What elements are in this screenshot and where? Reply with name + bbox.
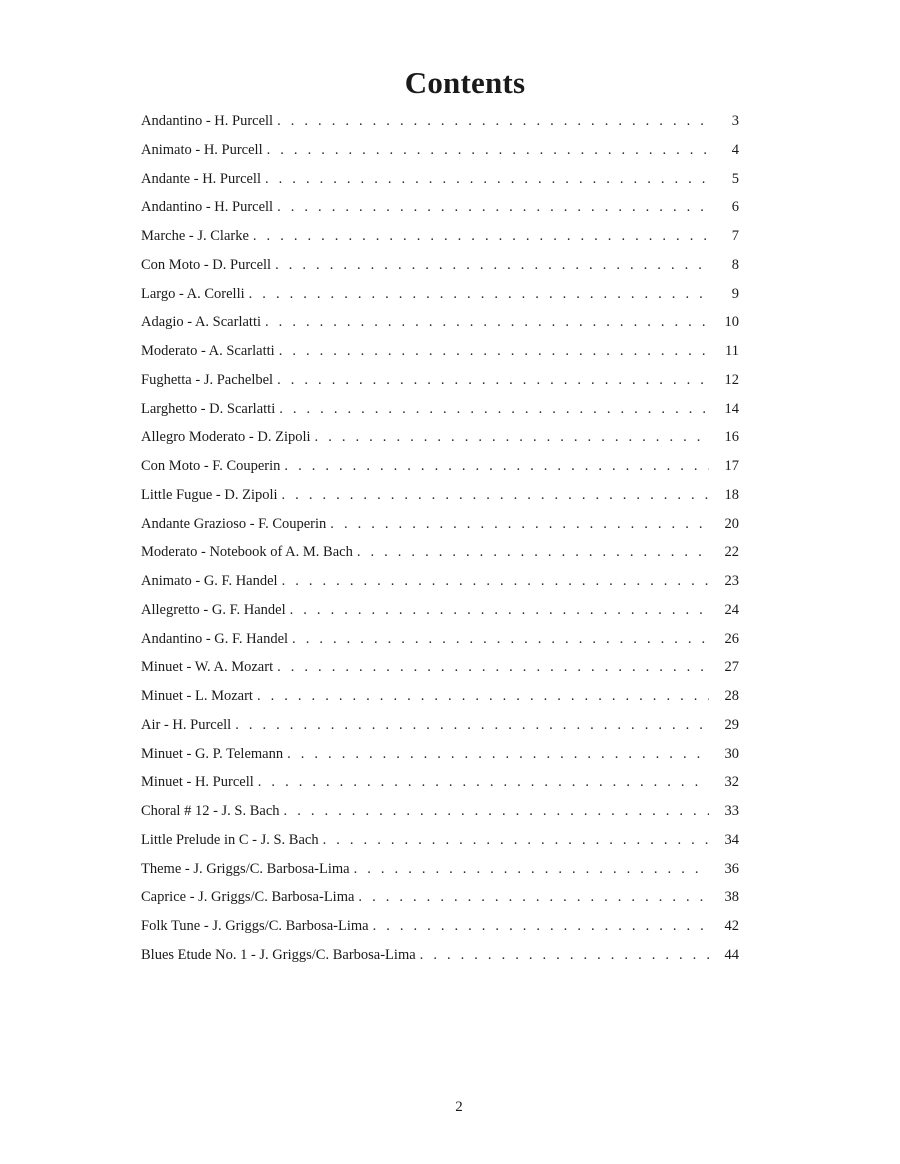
toc-entry-title: Minuet - G. P. Telemann (141, 745, 284, 762)
dot-leader (292, 625, 709, 654)
toc-entry-title: Blues Etude No. 1 - J. Griggs/C. Barbosa-Lima (141, 946, 416, 963)
toc-entry (141, 165, 739, 194)
toc-entry-title: Adagio - A. Scarlatti (141, 314, 262, 331)
toc-entry-title: Air - H. Purcell (141, 716, 232, 733)
toc-entry-page: 6 (731, 199, 739, 216)
toc-entry (141, 797, 739, 826)
toc-entry (141, 280, 739, 309)
toc-entry (141, 510, 739, 539)
toc-entry-title: Little Fugue - D. Zipoli (141, 486, 278, 503)
toc-entry-title: Allegretto - G. F. Handel (141, 601, 286, 618)
page-number: 2 (455, 1099, 463, 1115)
toc-entry-page: 24 (724, 601, 739, 618)
toc-entry-title: Choral # 12 - J. S. Bach (141, 803, 280, 819)
dot-leader (323, 826, 709, 855)
toc-entry-page: 4 (731, 141, 739, 158)
toc-entry-title: Fughetta - J. Pachelbel (141, 371, 274, 388)
toc-entry-page: 26 (724, 630, 739, 647)
toc-entry-page: 5 (731, 170, 739, 187)
toc-entry-page: 11 (725, 343, 739, 359)
dot-leader (357, 538, 709, 567)
toc-entry-title: Largo - A. Corelli (141, 285, 245, 302)
toc-entry-page: 12 (724, 371, 739, 388)
toc-entry-title: Andante - H. Purcell (141, 170, 261, 187)
toc-entry (141, 395, 739, 424)
toc-entry (141, 826, 739, 855)
toc-entry-page: 10 (724, 314, 739, 331)
page-title: Contents (404, 64, 526, 100)
dot-leader (253, 222, 709, 251)
toc-entry (141, 768, 739, 797)
toc-entry-title: Minuet - H. Purcell (141, 774, 254, 791)
dot-leader (277, 366, 709, 395)
toc-entry-title: Theme - J. Griggs/C. Barbosa-Lima (141, 860, 350, 877)
dot-leader (258, 768, 709, 797)
dot-leader (249, 280, 709, 309)
toc-entry (141, 251, 739, 280)
toc-entry-title: Larghetto - D. Scarlatti (141, 400, 276, 417)
toc-entry (141, 337, 739, 366)
toc-entry-page: 28 (724, 688, 739, 704)
dot-leader (277, 193, 709, 222)
toc-entry (141, 941, 739, 970)
toc-entry-page: 42 (724, 918, 739, 934)
dot-leader (282, 481, 709, 510)
dot-leader (358, 883, 709, 912)
toc-entry-page: 18 (724, 486, 739, 503)
toc-entry (141, 912, 739, 941)
dot-leader (279, 337, 709, 366)
toc-entry (141, 193, 739, 222)
toc-entry (141, 653, 739, 682)
dot-leader (354, 855, 709, 884)
toc-entry-title: Andantino - H. Purcell (141, 113, 274, 129)
toc-entry-page: 30 (724, 745, 739, 762)
toc-entry-page: 38 (724, 889, 739, 906)
toc-entry (141, 366, 739, 395)
toc-entry-page: 20 (724, 515, 739, 532)
toc-entry-title: Folk Tune - J. Griggs/C. Barbosa-Lima (141, 918, 369, 934)
toc-entry-title: Moderato - A. Scarlatti (141, 343, 275, 359)
toc-entry-title: Moderato - Notebook of A. M. Bach (141, 544, 353, 561)
toc-entry-page: 22 (724, 544, 739, 561)
dot-leader (275, 251, 709, 280)
toc-entry-title: Andante Grazioso - F. Couperin (141, 515, 327, 532)
toc-entry (141, 740, 739, 769)
dot-leader (277, 653, 709, 682)
toc-entry-page: 29 (724, 716, 739, 733)
dot-leader (265, 165, 709, 194)
dot-leader (267, 136, 709, 165)
toc-entry-page: 9 (731, 285, 739, 302)
toc-entry-title: Andantino - H. Purcell (141, 199, 274, 216)
toc-entry-page: 17 (724, 458, 739, 474)
toc-entry-page: 23 (724, 573, 739, 589)
toc-entry-page: 34 (724, 831, 739, 848)
toc-entry-page: 32 (724, 774, 739, 791)
toc-entry-title: Con Moto - D. Purcell (141, 256, 272, 273)
table-of-contents (141, 107, 739, 970)
toc-entry-title: Animato - H. Purcell (141, 141, 263, 158)
toc-entry (141, 481, 739, 510)
toc-entry-title: Allegro Moderato - D. Zipoli (141, 429, 311, 446)
dot-leader (257, 682, 709, 711)
toc-entry-title: Andantino - G. F. Handel (141, 630, 289, 647)
toc-entry (141, 538, 739, 567)
dot-leader (235, 711, 709, 740)
toc-entry-title: Animato - G. F. Handel (141, 573, 278, 589)
toc-entry-title: Con Moto - F. Couperin (141, 458, 281, 474)
toc-entry (141, 682, 739, 711)
toc-entry (141, 222, 739, 251)
toc-entry (141, 625, 739, 654)
toc-entry-title: Little Prelude in C - J. S. Bach (141, 831, 319, 848)
toc-entry-title: Minuet - L. Mozart (141, 688, 253, 704)
toc-entry (141, 308, 739, 337)
toc-entry-page: 16 (724, 429, 739, 446)
toc-entry (141, 107, 739, 136)
toc-entry (141, 596, 739, 625)
dot-leader (330, 510, 709, 539)
dot-leader (373, 912, 709, 941)
toc-entry-page: 33 (724, 803, 739, 819)
dot-leader (284, 797, 709, 826)
toc-entry-page: 27 (724, 659, 739, 676)
toc-entry-page: 44 (724, 946, 739, 963)
dot-leader (287, 740, 709, 769)
toc-entry-title: Caprice - J. Griggs/C. Barbosa-Lima (141, 889, 355, 906)
toc-entry (141, 711, 739, 740)
dot-leader (279, 395, 709, 424)
toc-entry-page: 3 (731, 113, 739, 129)
toc-entry-title: Minuet - W. A. Mozart (141, 659, 274, 676)
toc-entry-page: 8 (731, 256, 739, 273)
toc-entry-page: 36 (724, 860, 739, 877)
dot-leader (277, 107, 709, 136)
toc-entry (141, 883, 739, 912)
dot-leader (265, 308, 709, 337)
toc-entry (141, 136, 739, 165)
toc-entry (141, 423, 739, 452)
toc-entry (141, 452, 739, 481)
dot-leader (315, 423, 709, 452)
dot-leader (282, 567, 709, 596)
dot-leader (290, 596, 709, 625)
toc-entry (141, 567, 739, 596)
toc-entry-title: Marche - J. Clarke (141, 228, 249, 244)
toc-entry (141, 855, 739, 884)
toc-entry-page: 14 (724, 400, 739, 417)
dot-leader (284, 452, 709, 481)
dot-leader (420, 941, 709, 970)
toc-entry-page: 7 (731, 228, 739, 244)
